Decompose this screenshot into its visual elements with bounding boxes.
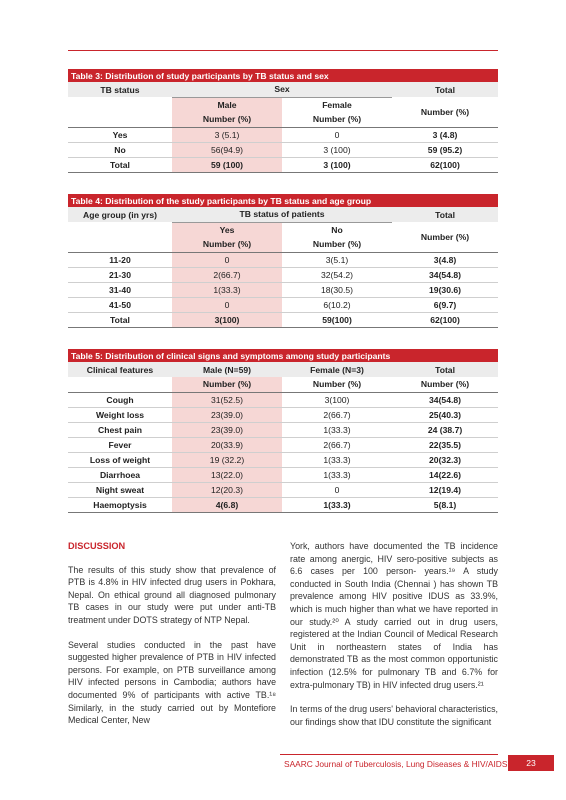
cell: 3 (5.1) xyxy=(172,127,282,142)
cell-total: 59 (95.2) xyxy=(392,142,498,157)
page-number: 23 xyxy=(508,755,554,771)
cell: 3 (100) xyxy=(282,142,392,157)
cell: 23(39.0) xyxy=(172,422,282,437)
row-label: No xyxy=(68,142,172,157)
cell: 1(33.3) xyxy=(282,497,392,512)
cell: 1(33.3) xyxy=(282,467,392,482)
cell: 59(100) xyxy=(282,312,392,327)
discussion-right-column xyxy=(290,540,498,740)
cell: 1(33.3) xyxy=(282,452,392,467)
header-rule xyxy=(68,50,498,51)
discussion-left-column xyxy=(68,540,276,739)
table-row xyxy=(68,297,498,312)
table-row xyxy=(68,467,498,482)
cell: 3(5.1) xyxy=(282,252,392,267)
cell: 31(52.5) xyxy=(172,392,282,407)
table-4-tb-status-header: TB status of patients xyxy=(172,207,392,222)
cell: 19 (32.2) xyxy=(172,452,282,467)
table-5-female-header: Female (N=3) xyxy=(282,362,392,377)
table-4-no-header: No xyxy=(331,224,343,235)
row-label: 21-30 xyxy=(68,267,172,282)
table-row xyxy=(68,482,498,497)
table-4-no-number-header: Number (%) xyxy=(312,239,362,250)
table-4-age-header: Age group (in yrs) xyxy=(68,207,172,222)
cell: 56(94.9) xyxy=(172,142,282,157)
table-4-caption: Table 4: Distribution of the study participants by TB status and age group xyxy=(68,194,498,207)
cell: 13(22.0) xyxy=(172,467,282,482)
cell-total: 62(100) xyxy=(392,312,498,327)
cell: 3(100) xyxy=(172,312,282,327)
table-5 xyxy=(68,349,498,513)
table-4 xyxy=(68,194,498,328)
table-4-yes-header: Yes xyxy=(172,222,282,237)
table-5-feature-header: Clinical features xyxy=(68,362,172,377)
cell: 20(33.9) xyxy=(172,437,282,452)
row-label: Total xyxy=(68,157,172,172)
cell-total: 25(40.3) xyxy=(392,407,498,422)
row-label: Cough xyxy=(68,392,172,407)
cell-total: 22(35.5) xyxy=(392,437,498,452)
table-4-total-header: Total xyxy=(392,207,498,222)
cell: 18(30.5) xyxy=(282,282,392,297)
table-row xyxy=(68,312,498,327)
row-label: Diarrhoea xyxy=(68,467,172,482)
cell: 3(100) xyxy=(282,392,392,407)
table-5-male-header: Male (N=59) xyxy=(172,362,282,377)
cell: 6(10.2) xyxy=(282,297,392,312)
row-label: Weight loss xyxy=(68,407,172,422)
cell-total: 3 (4.8) xyxy=(392,127,498,142)
cell-total: 3(4.8) xyxy=(392,252,498,267)
cell-total: 19(30.6) xyxy=(392,282,498,297)
table-3-sex-header: Sex xyxy=(172,82,392,97)
table-row xyxy=(68,392,498,407)
table-3 xyxy=(68,69,498,173)
table-3-total-number-header: Number (%) xyxy=(420,106,470,117)
paragraph: In terms of the drug users' behavioral characteristics, our findings show that IDU constitute the significant xyxy=(290,704,498,727)
cell: 0 xyxy=(282,482,392,497)
cell-total: 6(9.7) xyxy=(392,297,498,312)
table-row xyxy=(68,157,498,172)
table-5-total-number-header: Number (%) xyxy=(420,379,470,390)
cell: 3 (100) xyxy=(282,157,392,172)
table-3-caption: Table 3: Distribution of study participants by TB status and sex xyxy=(68,69,498,82)
paragraph: Several studies conducted in the past have suggested higher prevalence of PTB in HIV infected persons. For example, on PTB surveillance among HIV infected persons in Cambodia; authors have documented 9% of participants with active TB.¹⁸ Similarly, in the study carried out by Montefiore Medical Center, New xyxy=(68,639,276,726)
cell-total: 24 (38.7) xyxy=(392,422,498,437)
table-5-male-number-header: Number (%) xyxy=(172,377,282,392)
table-row xyxy=(68,452,498,467)
row-label: Yes xyxy=(68,127,172,142)
table-row xyxy=(68,127,498,142)
table-row xyxy=(68,142,498,157)
cell-total: 14(22.6) xyxy=(392,467,498,482)
cell: 0 xyxy=(172,297,282,312)
cell-total: 34(54.8) xyxy=(392,392,498,407)
paragraph: York, authors have documented the TB incidence rate among anergic, HIV sero-positive subjects as 6.6 cases per 100 person- years.¹⁹ A study conducted in South India (Chennai ) has shown TB prevalence among HIV positive IDUS as 33.9%, which is much higher than what we have reported in our study.²⁰ A study carried out in drug users, registered at the Indian Council of Medical Research Unit in northeastern states of India has demonstrated TB as the most common opportunistic infection (12.5% for pulmonary TB and 6.7% for extra-pulmonary TB) in HIV infected drug users.²¹ xyxy=(290,541,498,690)
table-3-total-header: Total xyxy=(392,82,498,97)
cell: 12(20.3) xyxy=(172,482,282,497)
cell: 1(33.3) xyxy=(282,422,392,437)
table-3-female-number-header: Number (%) xyxy=(312,114,362,125)
table-5-caption: Table 5: Distribution of clinical signs and symptoms among study participants xyxy=(68,349,498,362)
table-5-female-number-header: Number (%) xyxy=(312,379,362,390)
row-label: Chest pain xyxy=(68,422,172,437)
cell: 0 xyxy=(282,127,392,142)
row-label: Fever xyxy=(68,437,172,452)
cell: 32(54.2) xyxy=(282,267,392,282)
row-label: Loss of weight xyxy=(68,452,172,467)
cell: 23(39.0) xyxy=(172,407,282,422)
row-label: Night sweat xyxy=(68,482,172,497)
table-3-male-header: Male xyxy=(172,97,282,112)
cell-total: 34(54.8) xyxy=(392,267,498,282)
table-3-status-header: TB status xyxy=(68,82,172,97)
table-row xyxy=(68,497,498,512)
cell: 2(66.7) xyxy=(282,437,392,452)
cell: 59 (100) xyxy=(172,157,282,172)
row-label: 31-40 xyxy=(68,282,172,297)
table-4-total-number-header: Number (%) xyxy=(420,231,470,242)
row-label: Haemoptysis xyxy=(68,497,172,512)
table-row xyxy=(68,437,498,452)
cell: 0 xyxy=(172,252,282,267)
paragraph: The results of this study show that prevalence of PTB is 4.8% in HIV infected drug users in Pokhara, Nepal. On ethical ground all diagnosed pulmonary TB cases in our study were put under anti-TB treatment under DOTS strategy of NTP Nepal. xyxy=(68,564,276,625)
cell: 2(66.7) xyxy=(172,267,282,282)
cell-total: 5(8.1) xyxy=(392,497,498,512)
table-3-female-header: Female xyxy=(322,99,352,110)
table-row xyxy=(68,267,498,282)
cell: 1(33.3) xyxy=(172,282,282,297)
cell: 4(6.8) xyxy=(172,497,282,512)
cell-total: 20(32.3) xyxy=(392,452,498,467)
table-row xyxy=(68,422,498,437)
table-3-male-number-header: Number (%) xyxy=(172,112,282,127)
cell: 2(66.7) xyxy=(282,407,392,422)
section-heading: DISCUSSION xyxy=(68,541,126,551)
cell-total: 12(19.4) xyxy=(392,482,498,497)
row-label: Total xyxy=(68,312,172,327)
table-4-yes-number-header: Number (%) xyxy=(172,237,282,252)
table-5-total-header: Total xyxy=(392,362,498,377)
table-row xyxy=(68,407,498,422)
footer-journal-title: SAARC Journal of Tuberculosis, Lung Diseases & HIV/AIDS xyxy=(284,759,508,769)
table-row xyxy=(68,252,498,267)
cell-total: 62(100) xyxy=(392,157,498,172)
row-label: 11-20 xyxy=(68,252,172,267)
table-row xyxy=(68,282,498,297)
row-label: 41-50 xyxy=(68,297,172,312)
footer-rule xyxy=(280,754,498,755)
